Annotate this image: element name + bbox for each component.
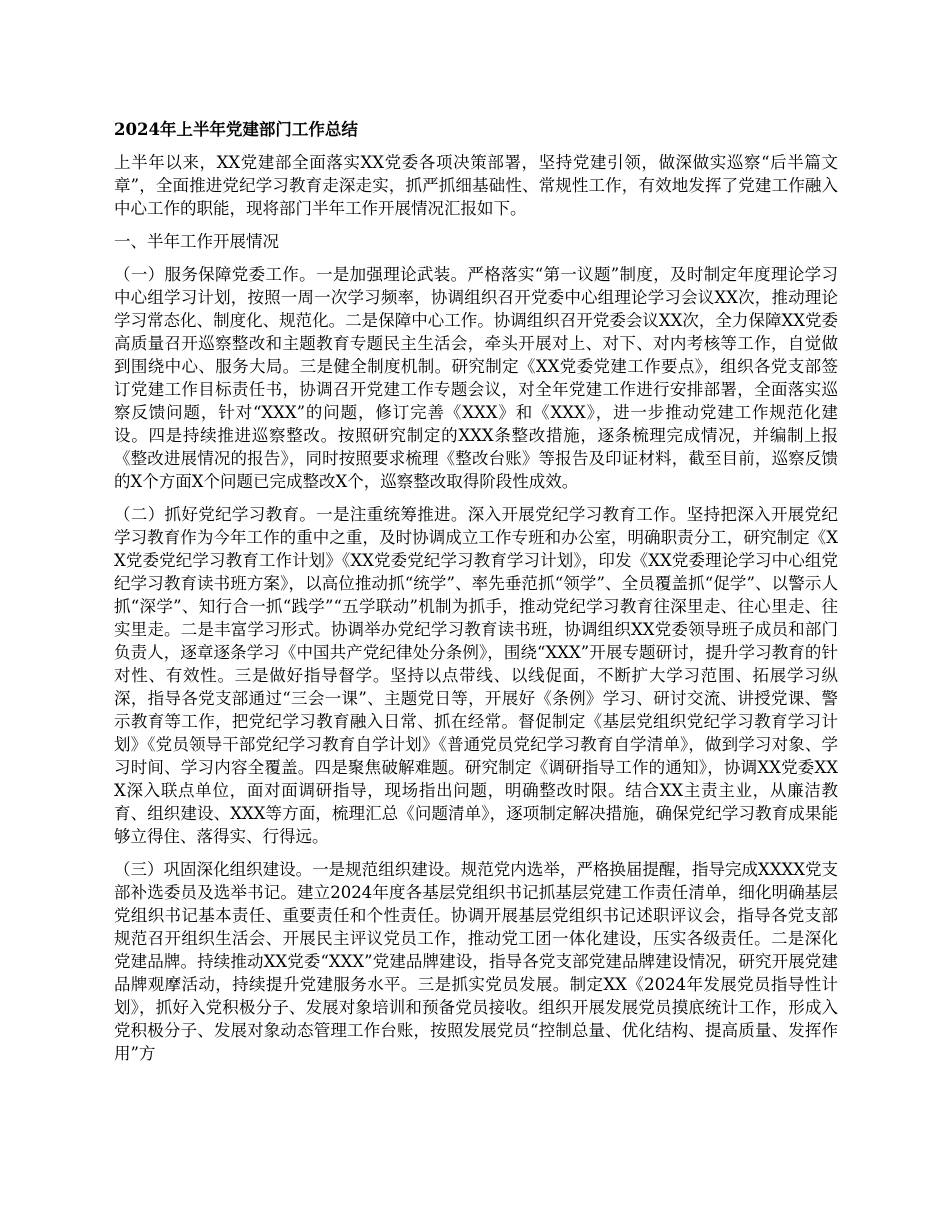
section-heading: 一、半年工作开展情况 <box>114 232 279 251</box>
document-page <box>114 118 838 1075</box>
document-title: 2024年上半年党建部门工作总结 <box>114 120 358 139</box>
paragraph-organization-building: （三）巩固深化组织建设。一是规范组织建设。规范党内选举，严格换届提醒，指导完成XXXX党支部补选委员及选举书记。建立2024年度各基层党组织书记抓基层党建工作责任清单，细化明确基层党组织书记基本责任、重要责任和个性责任。协调开展基层党组织书记述职评议会，指导各党支部规范召开组织生活会、开展民主评议党员工作，推动党工团一体化建设，压实各级责任。二是深化党建品牌。持续推动XX党委“XXX”党建品牌建设，指导各党支部党建品牌建设情况，研究开展党建品牌观摩活动，持续提升党建服务水平。三是抓实党员发展。制定XX《2024年发展党员指导性计划》，抓好入党积极分子、发展对象培训和预备党员接收。组织开展发展党员摸底统计工作，形成入党积极分子、发展对象动态管理工作台账，按照发展党员“控制总量、优化结构、提高质量、发挥作用”方 <box>114 860 838 1063</box>
paragraph-party-committee-service: （一）服务保障党委工作。一是加强理论武装。严格落实“第一议题”制度，及时制定年度理论学习中心组学习计划，按照一周一次学习频率，协调组织召开党委中心组理论学习会议XX次，推动理论学习常态化、制度化、规范化。二是保障中心工作。协调组织召开党委会议XX次，全力保障XX党委高质量召开巡察整改和主题教育专题民主生活会，牵头开展对上、对下、对内考核等工作，自觉做到围绕中心、服务大局。三是健全制度机制。研究制定《XX党委党建工作要点》，组织各党支部签订党建工作目标责任书，协调召开党建工作专题会议，对全年党建工作进行安排部署，全面落实巡察反馈问题，针对“XXX”的问题，修订完善《XXX》和《XXX》，进一步推动党建工作规范化建设。四是持续推进巡察整改。按照研究制定的XXX条整改措施，逐条梳理完成情况，并编制上报《整改进展情况的报告》，同时按照要求梳理《整改台账》等报告及印证材料，截至目前，巡察反馈的X个方面X个问题已完成整改X个，巡察整改取得阶段性成效。 <box>114 265 838 491</box>
paragraph-discipline-education: （二）抓好党纪学习教育。一是注重统筹推进。深入开展党纪学习教育工作。坚持把深入开展党纪学习教育作为今年工作的重中之重，及时协调成立工作专班和办公室，明确职责分工，研究制定《XX党委党纪学习教育工作计划》《XX党委党纪学习教育学习计划》，印发《XX党委理论学习中心组党纪学习教育读书班方案》，以高位推动抓“统学”、率先垂范抓“领学”、全员覆盖抓“促学”、以警示人抓“深学”、知行合一抓“践学”“五学联动”机制为抓手，推动党纪学习教育往深里走、往心里走、往实里走。二是丰富学习形式。协调举办党纪学习教育读书班，协调组织XX党委领导班子成员和部门负责人，逐章逐条学习《中国共产党纪律处分条例》，围绕“XXX”开展专题研讨，提升学习教育的针对性、有效性。三是做好指导督学。坚持以点带线、以线促面，不断扩大学习范围、拓展学习纵深，指导各党支部通过“三会一课”、主题党日等，开展好《条例》学习、研讨交流、讲授党课、警示教育等工作，把党纪学习教育融入日常、抓在经常。督促制定《基层党组织党纪学习教育学习计划》《党员领导干部党纪学习教育自学计划》《普通党员党纪学习教育自学清单》，做到学习对象、学习时间、学习内容全覆盖。四是聚焦破解难题。研究制定《调研指导工作的通知》，协调XX党委XXX深入联点单位，面对面调研指导，现场指出问题，明确整改时限。结合XX主责主业，从廉洁教育、组织建设、XXX等方面，梳理汇总《问题清单》，逐项制定解决措施，确保党纪学习教育成果能够立得住、落得实、行得远。 <box>114 505 838 846</box>
intro-paragraph: 上半年以来，XX党建部全面落实XX党委各项决策部署，坚持党建引领，做深做实巡察“后半篇文章”，全面推进党纪学习教育走深走实，抓严抓细基础性、常规性工作，有效地发挥了党建工作融入中心工作的职能，现将部门半年工作开展情况汇报如下。 <box>114 153 838 218</box>
